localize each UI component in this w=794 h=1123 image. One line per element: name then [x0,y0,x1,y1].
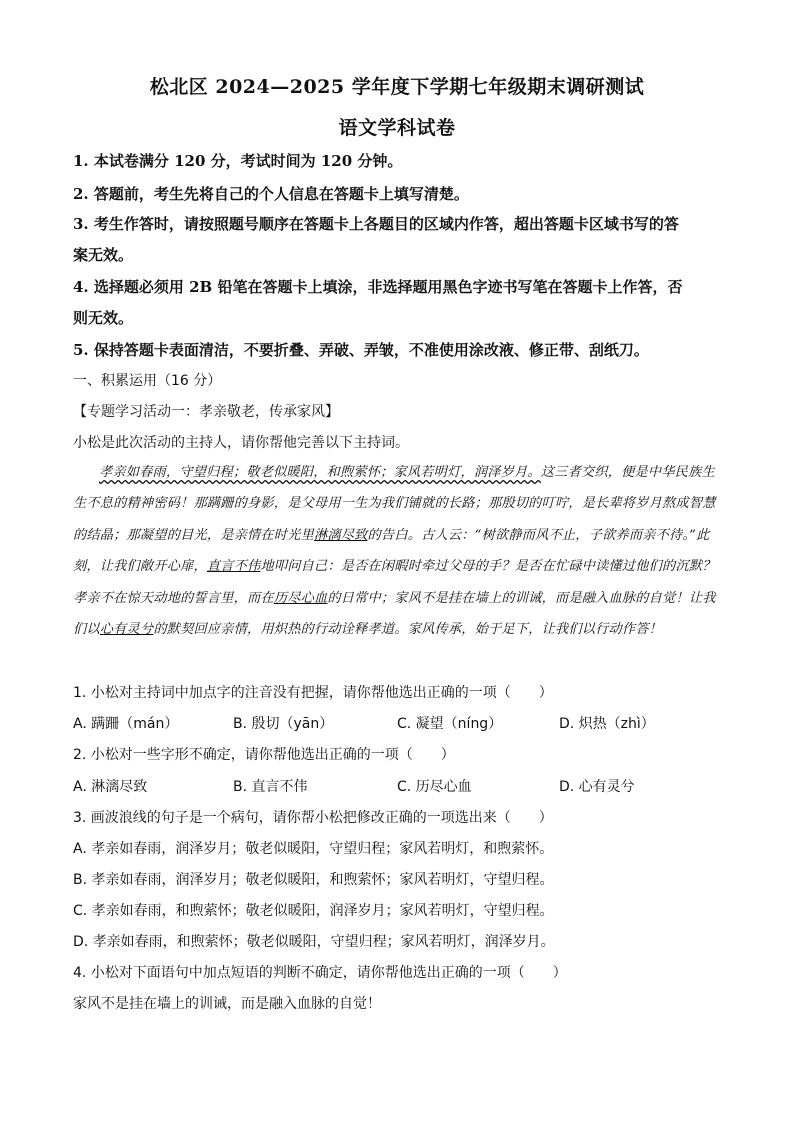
q3-option-a: A. 孝亲如春雨，润泽岁月；敬老似暖阳，守望归程；家风若明灯，和煦萦怀。 [73,841,554,857]
word-2: 直言不伟 [206,559,261,575]
instruction-4-cont: 则无效。 [73,309,134,327]
instruction-3-cont: 案无效。 [73,246,134,264]
q2-option-c: C. 历尽心血 [397,779,472,795]
q1-option-a: A. 蹒跚（mán） [73,716,179,732]
question-4-stem: 4. 小松对下面语句中加点短语的判断不确定，请你帮他选出正确的一项（ ） [73,965,567,981]
question-3-stem: 3. 画波浪线的句子是一个病句，请你帮小松把修改正确的一项选出来（ ） [73,810,553,826]
section-intro: 小松是此次活动的主持人，请你帮他完善以下主持词。 [73,435,409,451]
instruction-4: 4. 选择题必须用 2B 铅笔在答题卡上填涂，非选择题用黑色字迹书写笔在答题卡上作答，否 [73,278,683,296]
q3-option-d: D. 孝亲如春雨，和煦萦怀；敬老似暖阳，守望归程；家风若明灯，润泽岁月。 [73,934,555,950]
exam-title: 松北区 2024—2025 学年度下学期七年级期末调研测试 [149,76,645,98]
word-3: 历尽心血 [273,590,328,606]
word-4: 心有灵兮 [99,622,154,638]
q2-option-a: A. 淋漓尽致 [73,779,148,795]
q2-option-d: D. 心有灵兮 [559,779,635,795]
word-1: 淋漓尽致 [313,527,368,543]
q1-option-d: D. 炽热（zhì） [559,716,655,732]
q1-option-b: B. 殷切（yān） [233,716,334,732]
instruction-2: 2. 答题前，考生先将自己的个人信息在答题卡上填写清楚。 [73,185,469,203]
q1-option-c: C. 凝望（níng） [397,716,503,732]
wavy-sentence: 孝亲如春雨，守望归程；敬老似暖阳，和煦萦怀；家风若明灯，润泽岁月。 [99,465,541,480]
instruction-5: 5. 保持答题卡表面清洁，不要折叠、弄破、弄皱，不准使用涂改液、修正带、刮纸刀。 [73,341,649,359]
question-2-stem: 2. 小松对一些字形不确定，请你帮他选出正确的一项（ ） [73,747,455,763]
activity-heading: 【专题学习活动一：孝亲敬老，传承家风】 [73,404,339,420]
instruction-3: 3. 考生作答时，请按照题号顺序在答题卡上各题目的区域内作答，超出答题卡区域书写的答 [73,215,679,233]
exam-subtitle: 语文学科试卷 [338,117,456,139]
q3-option-c: C. 孝亲如春雨，和煦萦怀；敬老似暖阳，润泽岁月；家风若明灯，守望归程。 [73,903,554,919]
host-script-passage: 孝亲如春雨，守望归程；敬老似暖阳，和煦萦怀；家风若明灯，润泽岁月。这三者交织，便是中华民族生生不息的精神密码！那蹒跚的身影，是父母用一生为我们铺就的长路；那殷切的叮咛，是长辈将岁月熬成智慧的结晶；那凝望的目光，是亲情在时光里淋漓尽致的告白。古人云：“树欲静而风不止，子欲养而亲不待。”此刻，让我们敞开心扉，直言不伟地叩问自己：是否在闲暇时牵过父母的手？是否在忙碌中读懂过他们的沉默？孝亲不在惊天动地的誓言里，而在历尽心血的日常中；家风不是挂在墙上的训诫，而是融入血脉的自觉！让我们以心有灵兮的默契回应亲情，用炽热的行动诠释孝道。家风传承，始于足下，让我们以行动作答！ [73,465,716,638]
instruction-1: 1. 本试卷满分 120 分，考试时间为 120 分钟。 [73,152,403,170]
q2-option-b: B. 直言不伟 [233,779,308,795]
question-4-quote: 家风不是挂在墙上的训诫，而是融入血脉的自觉！ [73,996,381,1012]
section-heading: 一、积累运用（16 分） [73,373,222,389]
q3-option-b: B. 孝亲如春雨，润泽岁月；敬老似暖阳，和煦萦怀；家风若明灯，守望归程。 [73,872,554,888]
question-1-stem: 1. 小松对主持词中加点字的注音没有把握，请你帮他选出正确的一项（ ） [73,685,553,701]
